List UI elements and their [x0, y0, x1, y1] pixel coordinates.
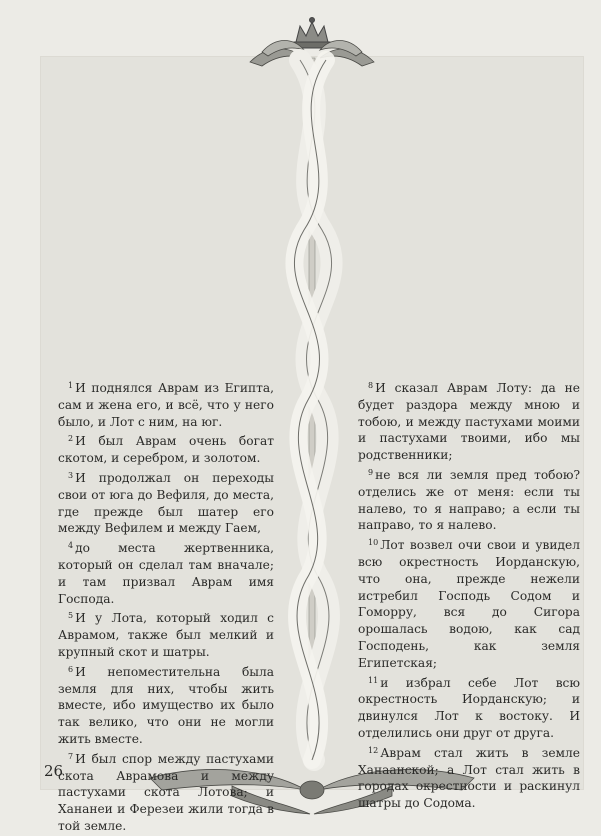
verse: $^9$ не вся ли земля пред тобою? отделись же от меня: если ты налево, то я направо; а если ты направо, то я налево.: [358, 467, 580, 533]
verse: $^2$ И был Аврам очень богат скотом, и серебром, и золотом.: [58, 434, 274, 466]
crown-icon: [294, 18, 330, 49]
ribbon-banner: [294, 60, 331, 760]
verse: $^6$ И непоместительна была земля для них, чтобы жить вместе, ибо имущество их было так велико, что они не могли жить вместе.: [58, 664, 274, 746]
right-text-column: [358, 378, 580, 813]
verse: $^4$ до места жертвенника, который он сделал там вначале; и там призвал Аврам имя Господа.: [58, 541, 274, 606]
verse: $^{11}$ и избрал себе Лот всю окрестность Иорданскую; и двинулся Лот к востоку. И отделились они друг от друга.: [358, 675, 580, 740]
left-text-column: [58, 378, 274, 836]
verse: $^{12}$ Аврам стал жить в земле Ханаанской; а Лот стал жить в городах окрестности и раскинул шатры до Содома.: [358, 745, 580, 811]
page-number: 26: [44, 762, 64, 780]
verse: $^3$ И продолжал он переходы свои от юга до Вефиля, до места, где прежде был шатер его между Вефилем и между Гаем,: [58, 470, 274, 536]
verse: $^5$ И у Лота, который ходил с Аврамом, также был мелкий и крупный скот и шатры.: [58, 611, 274, 659]
verse: $^1$ И поднялся Аврам из Египта, сам и жена его, и всё, что у него было, и Лот с ним, на юг.: [58, 381, 274, 429]
verse: $^8$ И сказал Аврам Лоту: да не будет раздора между мною и тобою, и между пастухами моими и пастухами твоими, ибо мы родственники;: [358, 381, 580, 463]
verse: $^{10}$ Лот возвел очи свои и увидел всю окрестность Иорданскую, что она, прежде нежели истребил Господь Содом и Гоморру, вся до Сигора орошалась водою, как сад Господень, как земля Египетская;: [358, 538, 580, 670]
verse: $^7$ И был спор между пастухами скота Аврамова и между пастухами скота Лотова; и Хананеи и Ферезеи жили тогда в той земле.: [58, 751, 274, 833]
